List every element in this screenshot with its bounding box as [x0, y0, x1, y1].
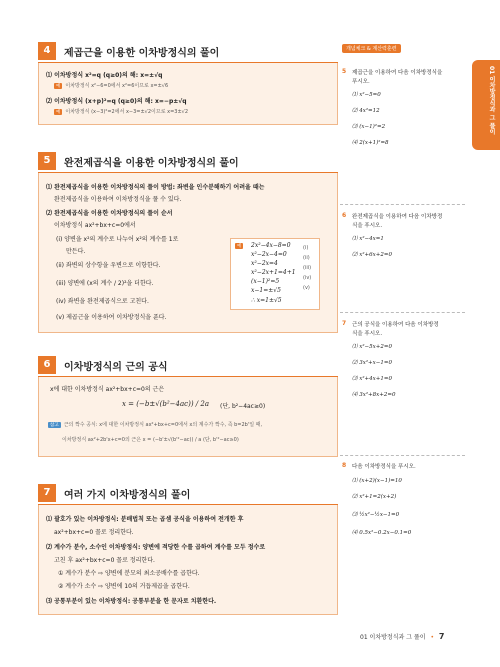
problem-item: ⑴ x²−5x+2=0 — [352, 344, 392, 350]
s4-example-1-text: 이차방정식 x²−6=0에서 x²=6이므로 x=±√6 — [65, 83, 169, 89]
problem-item: ⑵ x²+1=2(x+2) — [352, 494, 397, 500]
problem-question: 완전제곱식을 이용하여 다음 이차방정 — [352, 214, 443, 220]
s4-example-1 — [54, 82, 168, 89]
section-7-header — [38, 484, 338, 502]
footer-separator-icon: • — [430, 634, 434, 641]
s6-note-1 — [48, 421, 262, 428]
section-title: 여러 가지 이차방정식의 풀이 — [64, 490, 191, 501]
example-line: x²−2x−4=0 — [251, 251, 287, 258]
problem-item: ⑷ 2(x+1)²=8 — [352, 140, 389, 146]
s7-line-3: ⑶ 공통부분이 있는 이차방정식: 공통부분을 한 문자로 치환한다. — [46, 598, 217, 605]
problem-question: 제곱근을 이용하여 다음 이차방정식을 — [352, 70, 443, 76]
formula-condition: (단, b²−4ac≥0) — [220, 403, 266, 410]
problem-question: 근의 공식을 이용하여 다음 이차방정 — [352, 322, 439, 328]
s6-note-2: 이차방정식 ax²+2b'x+c=0의 근은 x = (−b'±√(b'²−ac)) / a (단, b'²−ac≥0) — [62, 437, 239, 443]
step-marker: (v) — [303, 285, 310, 291]
note-tag: 참고 — [50, 423, 59, 428]
s5-step-ii: (ii) 좌변의 상수항을 우변으로 이항한다. — [56, 262, 161, 269]
s5-line-1b: 완전제곱식을 이용하여 이차방정식을 풀 수 있다. — [54, 196, 182, 203]
problem-question: 식을 푸시오. — [352, 331, 383, 337]
example-line: (x−1)²=5 — [251, 278, 280, 285]
problem-divider — [340, 204, 465, 205]
problem-divider — [340, 455, 465, 456]
s7-line-1b: ax²+bx+c=0 꼴로 정리한다. — [54, 529, 134, 536]
problem-item: ⑶ (x−1)²=2 — [352, 124, 386, 130]
section-number: 6 — [38, 356, 56, 374]
problem-item: ⑵ 4x²=12 — [352, 108, 380, 114]
example-tag: 예 — [56, 110, 61, 115]
page-number: 7 — [438, 632, 445, 641]
problem-question: 식을 푸시오. — [352, 223, 383, 229]
s5-example-box — [230, 238, 320, 310]
section-title: 이차방정식의 근의 공식 — [64, 362, 168, 373]
step-marker: (ii) — [303, 255, 310, 261]
section-6-header — [38, 356, 338, 374]
example-tag: 예 — [56, 84, 61, 89]
s4-example-2 — [54, 108, 188, 115]
step-marker: (iv) — [303, 275, 312, 281]
section-title: 제곱근을 이용한 이차방정식의 풀이 — [64, 48, 220, 59]
footer-chapter: 01 이차방정식과 그 풀이 — [360, 634, 426, 641]
page-footer — [360, 632, 445, 641]
problem-item: ⑷ 0.5x²−0.2x−0.1=0 — [352, 530, 412, 536]
example-line: x²−2x+1=4+1 — [251, 269, 296, 276]
problem-item: ⑵ x²+6x+2=0 — [352, 252, 392, 258]
step-marker: (i) — [303, 245, 309, 251]
s5-step-i: (i) 양변을 x²의 계수로 나누어 x²의 계수를 1로 — [56, 236, 179, 243]
problem-item: ⑵ 3x²+x−1=0 — [352, 360, 392, 366]
s5-step-iv: (iv) 좌변을 완전제곱식으로 고친다. — [56, 298, 149, 305]
s5-step-v: (v) 제곱근을 이용하여 이차방정식을 푼다. — [56, 314, 167, 321]
s4-example-2-text: 이차방정식 (x−3)²=2에서 x−3=±√2이므로 x=3±√2 — [65, 109, 188, 115]
problem-number: 7 — [342, 320, 347, 327]
problem-number: 6 — [342, 212, 347, 219]
s7-line-2d: ② 계수가 소수 ⇨ 양변에 10의 거듭제곱을 곱한다. — [58, 583, 190, 590]
section-number: 7 — [38, 484, 56, 502]
problem-divider — [340, 312, 465, 313]
s5-line-3: 이차방정식 ax²+bx+c=0에서 — [54, 222, 136, 229]
section-4-header — [38, 42, 338, 60]
example-line: x−1=±√5 — [251, 287, 281, 294]
s5-line-1: ⑴ 완전제곱식을 이용한 이차방정식의 풀이 방법: 좌변을 인수분해하기 어려울 때는 — [46, 184, 265, 191]
problem-item: ⑷ 3x²+8x+2=0 — [352, 392, 396, 398]
problem-item: ⑴ x²−5=0 — [352, 92, 381, 98]
section-number: 5 — [38, 152, 56, 170]
example-line: x²−2x=4 — [251, 260, 278, 267]
problem-number: 8 — [342, 462, 347, 469]
s7-line-2: ⑵ 계수가 분수, 소수인 이차방정식: 양변에 적당한 수를 곱하여 계수를 모두 정수로 — [46, 544, 266, 551]
s6-line-1: x에 대한 이차방정식 ax²+bx+c=0의 근은 — [50, 386, 165, 393]
step-marker: (iii) — [303, 265, 312, 271]
s7-line-1: ⑴ 괄호가 있는 이차방정식: 분배법칙 또는 곱셈 공식을 이용하여 전개한 후 — [46, 516, 244, 523]
problem-number: 5 — [342, 68, 347, 75]
problem-item: ⑶ ½x²−½x−1=0 — [352, 512, 400, 518]
s6-note-1-text: 근의 짝수 공식: x에 대한 이차방정식 ax²+bx+c=0에서 x의 계수가 짝수, 즉 b=2b'일 때, — [63, 422, 263, 428]
example-line: ∴ x=1±√5 — [251, 297, 282, 304]
section-number: 4 — [38, 42, 56, 60]
problem-question: 푸시오. — [352, 79, 370, 85]
s7-line-2b: 고친 후 ax²+bx+c=0 꼴로 정리한다. — [54, 557, 155, 564]
s5-line-2: ⑵ 완전제곱식을 이용한 이차방정식의 풀이 순서 — [46, 210, 173, 217]
problem-question: 다음 이차방정식을 푸시오. — [352, 464, 416, 470]
s7-line-2c: ① 계수가 분수 ⇨ 양변에 분모의 최소공배수를 곱한다. — [58, 570, 200, 577]
chapter-side-tab-label: 01 이차방정식과 그 풀이 — [488, 66, 495, 135]
problem-item: ⑴ (x+2)(x−1)=10 — [352, 478, 402, 484]
quadratic-formula: x = (−b±√(b²−4ac)) / 2a — [122, 400, 209, 408]
section-title: 완전제곱식을 이용한 이차방정식의 풀이 — [64, 158, 239, 169]
s4-line-1: ⑴ 이차방정식 x²=q (q≥0)의 해: x=±√q — [46, 72, 163, 79]
example-tag: 예 — [237, 244, 242, 249]
section-5-header — [38, 152, 338, 170]
s5-step-iii: (iii) 양변에 (x의 계수 / 2)²을 더한다. — [56, 280, 154, 287]
s4-line-2: ⑵ 이차방정식 (x+p)²=q (q≥0)의 해: x=−p±√q — [46, 98, 187, 105]
problem-item: ⑴ x²−4x=1 — [352, 236, 384, 242]
s5-step-i-b: 만든다. — [66, 248, 86, 255]
example-line: 2x²−4x−8=0 — [251, 242, 291, 249]
problem-item: ⑶ x²+4x+1=0 — [352, 376, 392, 382]
practice-badge: 개념체크 & 계산력훈련 — [342, 44, 401, 53]
